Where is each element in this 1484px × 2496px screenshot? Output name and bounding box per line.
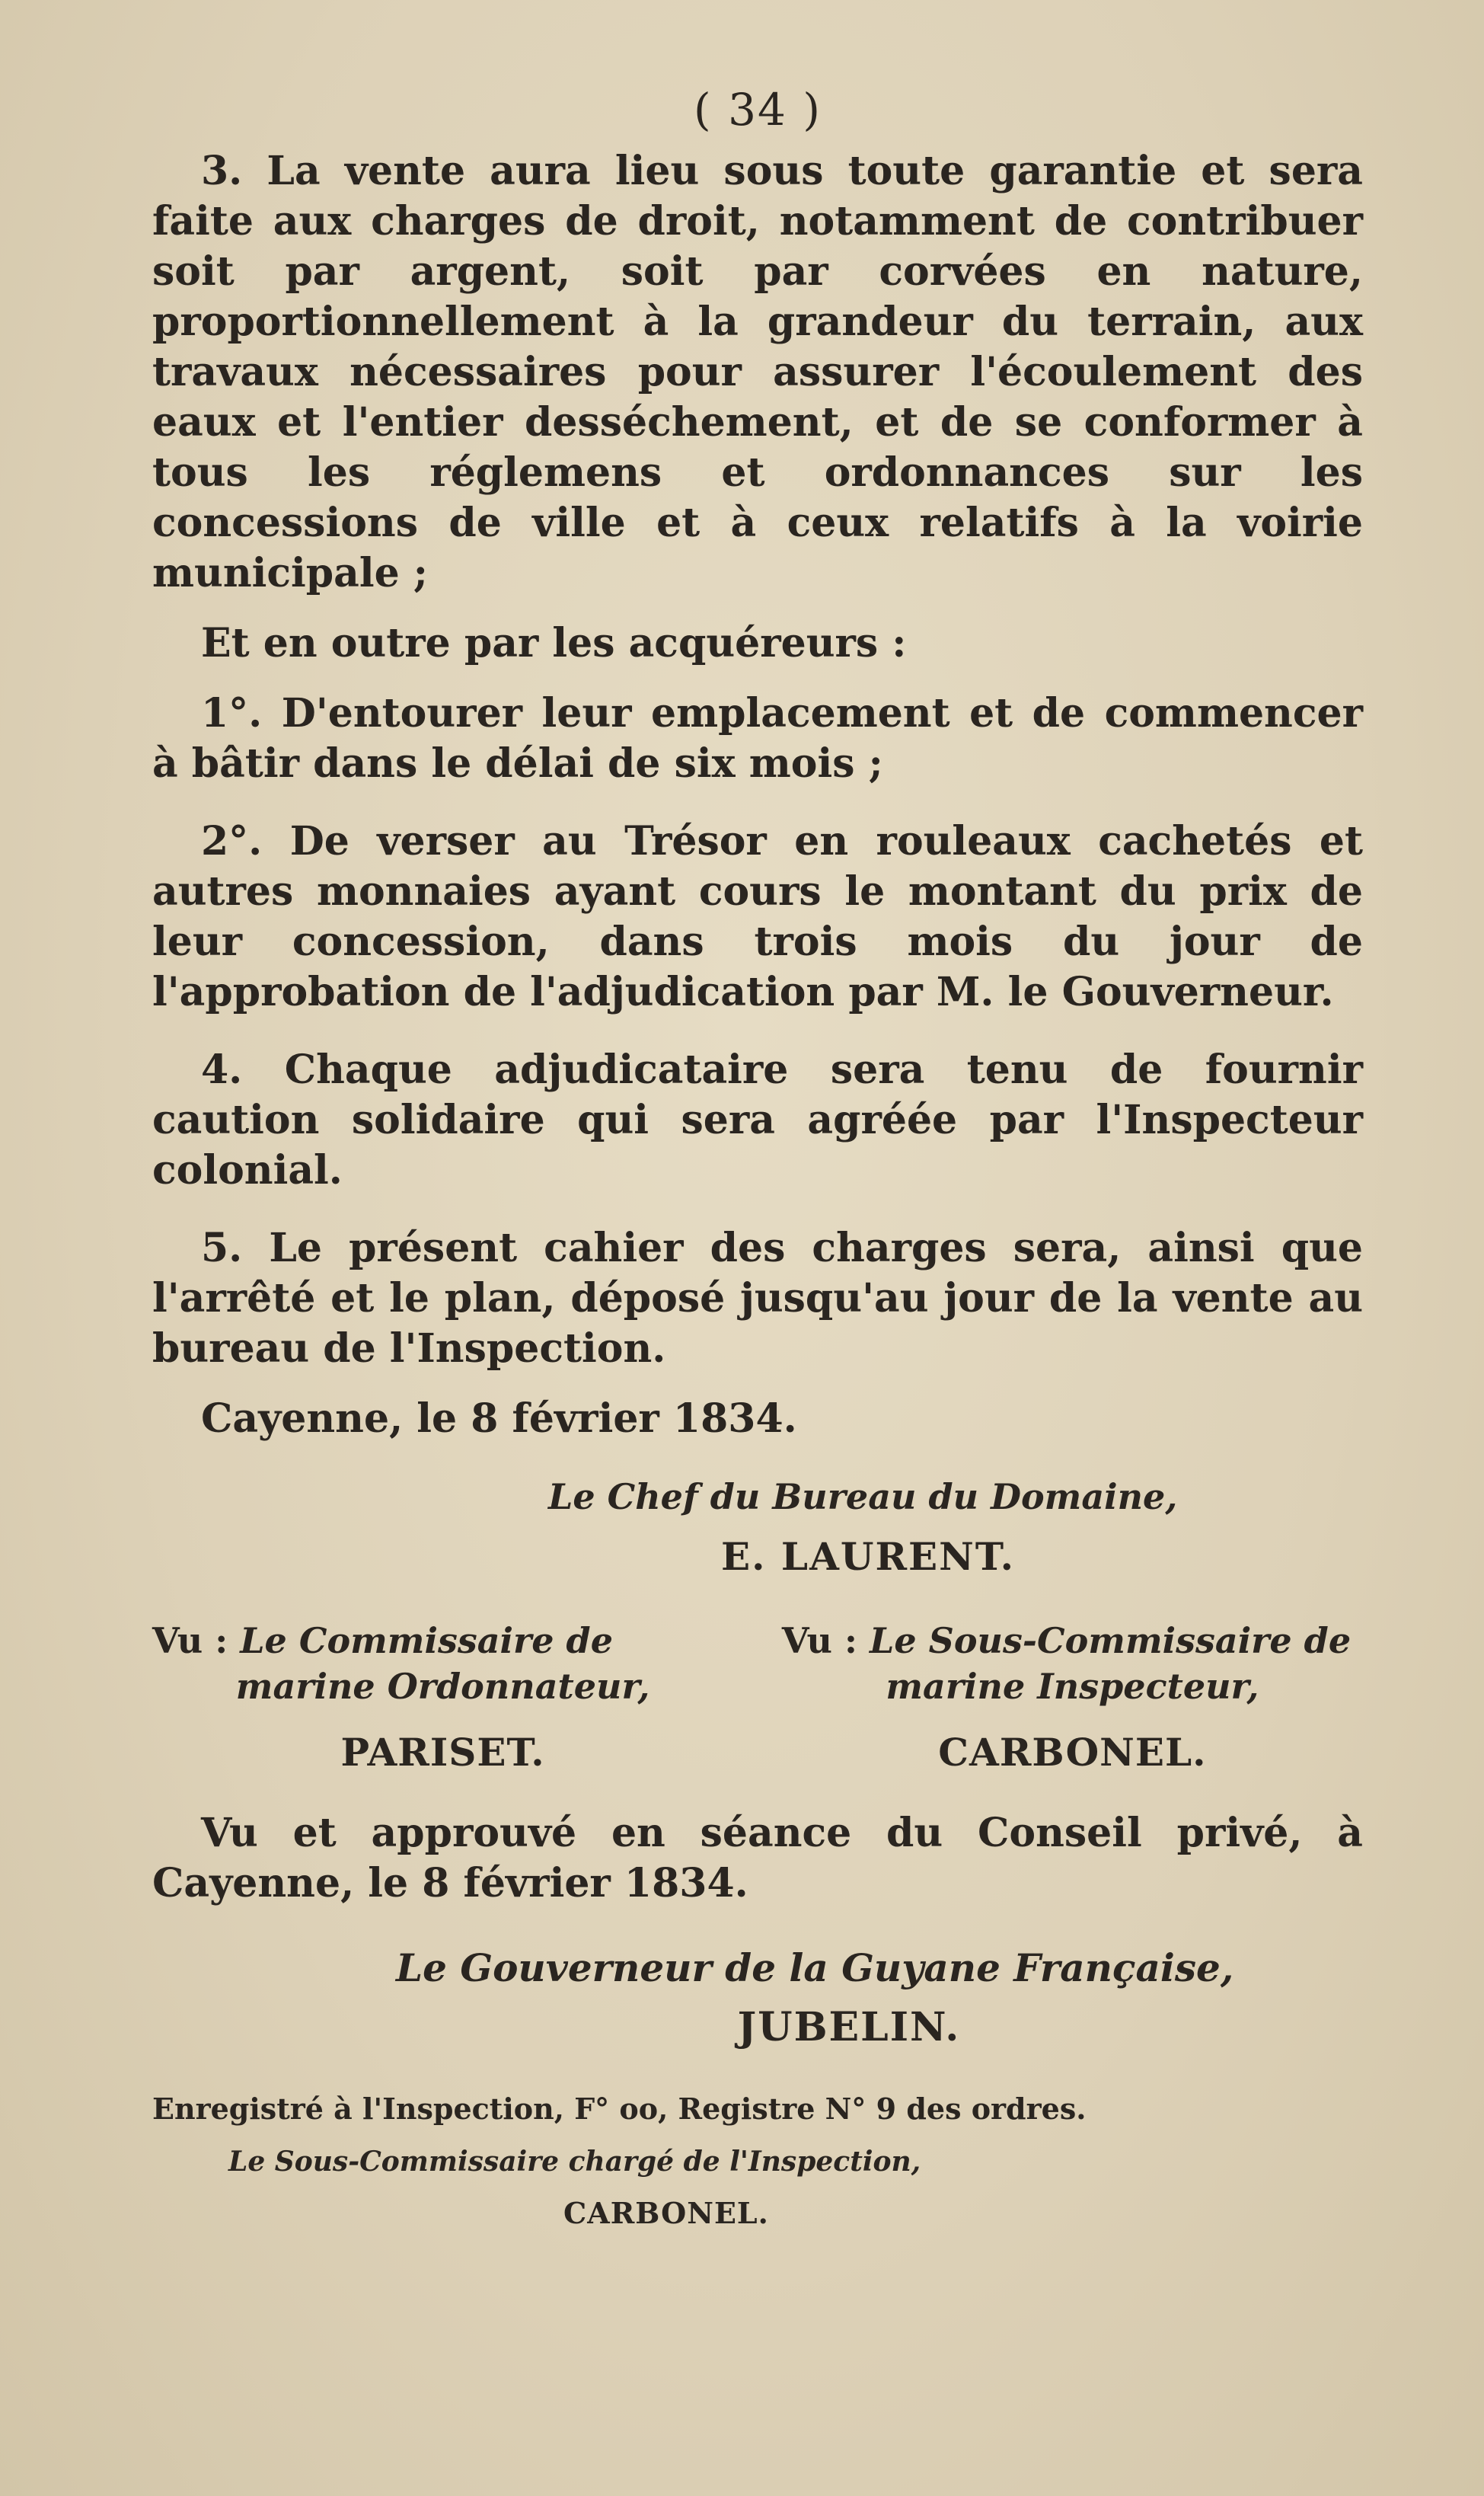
endorsement-right-title-cont: marine Inspecteur, (886, 1666, 1259, 1707)
endorsement-left-title: Le Commissaire de (240, 1620, 613, 1661)
registry-line: Enregistré à l'Inspection, F° oo, Registre N° 9 des ordres. (152, 2092, 1087, 2126)
endorsement-right-title: Le Sous-Commissaire de (870, 1620, 1352, 1661)
governor-name: JUBELIN. (737, 2004, 961, 2050)
endorsement-left-name: PARISET. (340, 1730, 545, 1775)
vu-label-left: Vu : (152, 1620, 228, 1661)
endorsement-left-title-cont: marine Ordonnateur, (235, 1666, 650, 1707)
page-number: ( 34 ) (694, 84, 822, 136)
governor-title: Le Gouverneur de la Guyane Française, (396, 1945, 1234, 1990)
page-content (152, 84, 1363, 2230)
endorsement-right-name: CARBONEL. (938, 1730, 1207, 1775)
endorsements-row (152, 1620, 1363, 1775)
approval-text: Vu et approuvé en séance du Conseil privé, à Cayenne, le 8 février 1834. (152, 1810, 1363, 1906)
endorsement-right (782, 1620, 1363, 1775)
registry-signatory: Le Sous-Commissaire chargé de l'Inspection, (228, 2146, 921, 2178)
endorsement-left (152, 1620, 733, 1775)
article-4: 4. Chaque adjudicataire sera tenu de fournir caution solidaire qui sera agréée par l'Inspecteur colonial. (152, 1047, 1363, 1194)
registry-name: CARBONEL. (563, 2196, 769, 2230)
acquereurs-intro: Et en outre par les acquéreurs : (201, 620, 907, 666)
date-line: Cayenne, le 8 février 1834. (201, 1395, 797, 1442)
vu-label-right: Vu : (781, 1620, 857, 1661)
article-3: 3. La vente aura lieu sous toute garantie et sera faite aux charges de droit, notamment de contribuer soit par argent, soit par corvées en nature, proportionnellement à la grandeur du terrain, aux travaux nécessaires pour assurer l'écoulement des eaux et l'entier desséchement, et de se conformer à tous les réglemens et ordonnances sur les concessions de ville et à ceux relatifs à la voirie municipale ; (152, 148, 1363, 596)
obligation-2: 2°. De verser au Trésor en rouleaux cachetés et autres monnaies ayant cours le montant du prix de leur concession, dans trois mois du jour de l'approbation de l'adjudication par M. le Gouverneur. (152, 818, 1363, 1015)
chef-signature-name: E. LAURENT. (720, 1534, 1015, 1579)
obligation-1: 1°. D'entourer leur emplacement et de commencer à bâtir dans le délai de six mois ; (152, 690, 1363, 787)
chef-title: Le Chef du Bureau du Domaine, (548, 1476, 1178, 1517)
article-5: 5. Le présent cahier des charges sera, ainsi que l'arrêté et le plan, déposé jusqu'au jour de la vente au bureau de l'Inspection. (152, 1225, 1363, 1372)
